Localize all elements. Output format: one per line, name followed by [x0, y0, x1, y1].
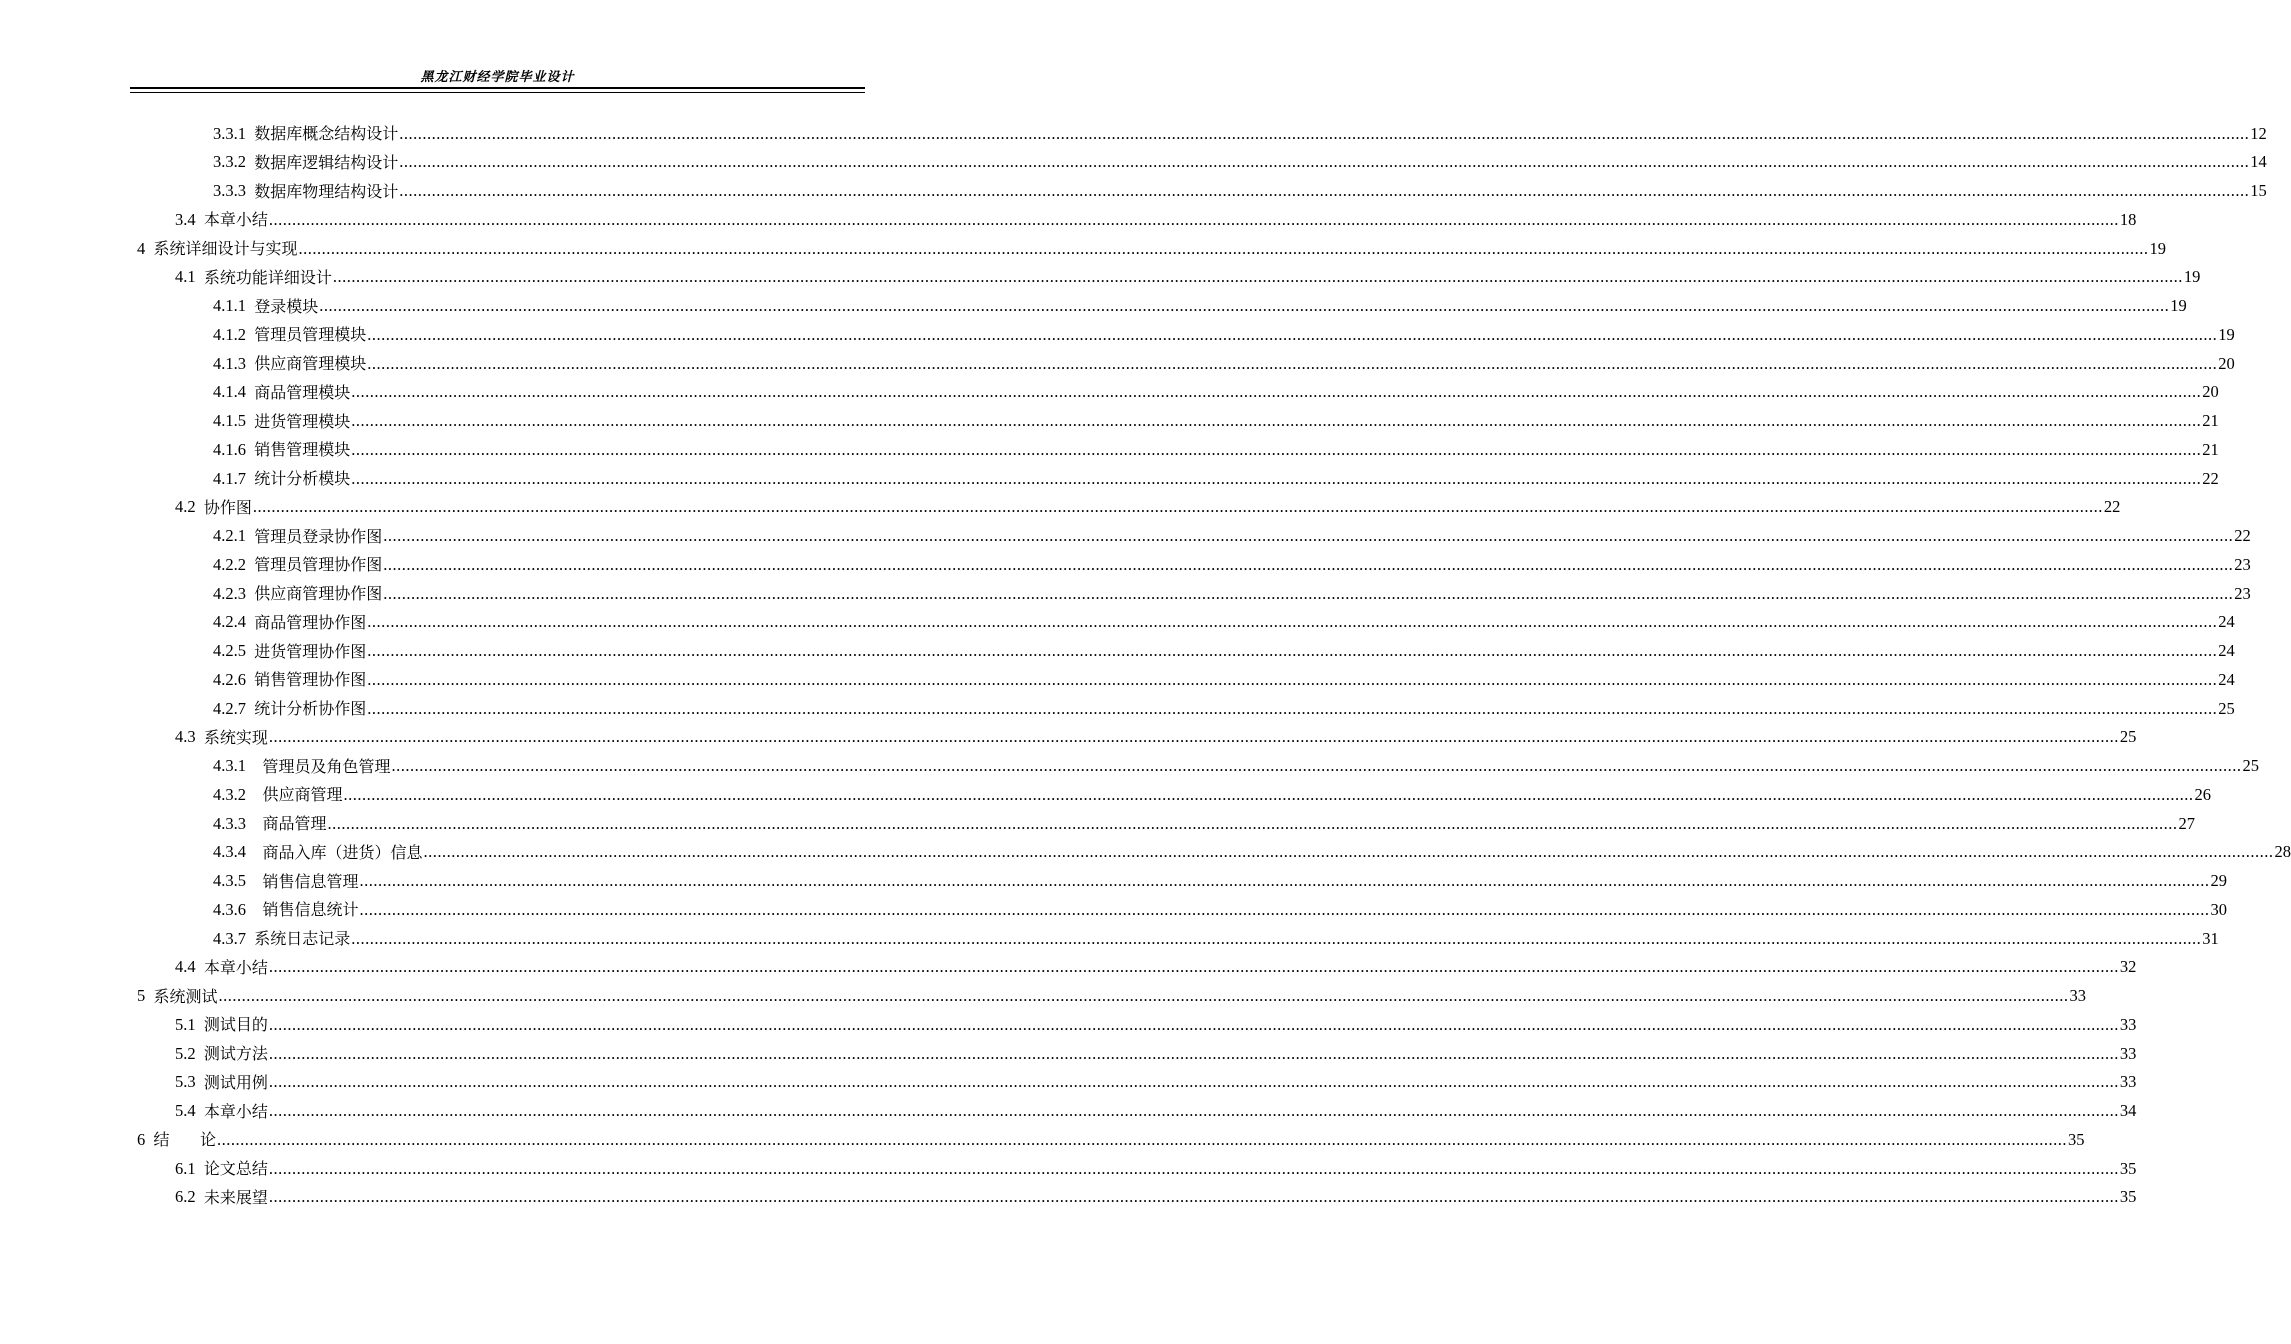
toc-entry-page: 33 [2069, 986, 2087, 1005]
toc-entry-number: 4.3.4 [213, 842, 263, 862]
toc-entry-page: 35 [2068, 1129, 2085, 1149]
toc-dot-leader: ................................................................................................................................................................................................................................................................................................................................................................................................................ [268, 1187, 2119, 1207]
toc-entry-page: 22 [2202, 468, 2219, 488]
toc-entry-page: 34 [2119, 1101, 2137, 1120]
toc-dot-leader: ................................................................................................................................................................................................................................................................................................................................................................................................................ [351, 468, 2202, 488]
toc-dot-leader: ................................................................................................................................................................................................................................................................................................................................................................................................................ [383, 526, 2234, 545]
toc-entry-title: 测试用例 [203, 1072, 268, 1092]
toc-dot-leader: ................................................................................................................................................................................................................................................................................................................................................................................................................ [423, 842, 2274, 862]
toc-dot-leader: ................................................................................................................................................................................................................................................................................................................................................................................................................ [367, 353, 2218, 373]
toc-entry-title: 统计分析协作图 [254, 699, 367, 718]
toc-entry[interactable] [213, 775, 2212, 805]
toc-entry[interactable] [213, 804, 2196, 833]
toc-dot-leader: ................................................................................................................................................................................................................................................................................................................................................................................................................ [351, 382, 2202, 402]
toc-entry-title: 数据库逻辑结构设计 [254, 152, 399, 172]
toc-entry-page: 15 [2250, 181, 2267, 200]
toc-entry-page: 30 [2210, 899, 2228, 919]
toc-entry-number: 4.2.6 [213, 669, 255, 689]
toc-entry-number: 6 [137, 1129, 154, 1149]
toc-dot-leader: ................................................................................................................................................................................................................................................................................................................................................................................................................ [218, 986, 2069, 1005]
toc-entry-title: 商品管理协作图 [254, 612, 367, 632]
toc-entry-number: 4.1 [175, 267, 204, 287]
toc-entry-title: 数据库物理结构设计 [254, 181, 399, 201]
toc-dot-leader: ................................................................................................................................................................................................................................................................................................................................................................................................................ [367, 641, 2218, 660]
toc-entry-number: 4.2.7 [213, 698, 255, 718]
toc-dot-leader: ................................................................................................................................................................................................................................................................................................................................................................................................................ [298, 238, 2149, 258]
toc-dot-leader: ................................................................................................................................................................................................................................................................................................................................................................................................................ [351, 411, 2202, 430]
toc-dot-leader: ................................................................................................................................................................................................................................................................................................................................................................................................................ [268, 1101, 2119, 1120]
toc-entry-number: 4 [137, 238, 154, 258]
toc-entry-title: 管理员及角色管理 [262, 756, 391, 776]
toc-entry-number: 4.1.7 [213, 468, 255, 488]
header-rule-thick [130, 87, 865, 89]
toc-entry-page: 18 [2119, 209, 2137, 229]
toc-entry-number: 4.3.1 [213, 756, 263, 775]
toc-entry-page: 26 [2194, 784, 2212, 804]
toc-entry[interactable] [137, 977, 2087, 1006]
toc-entry-number: 4.1.6 [213, 439, 255, 459]
toc-entry[interactable] [213, 143, 2267, 172]
toc-entry-page: 20 [2202, 382, 2219, 402]
toc-entry-number: 4.1.2 [213, 324, 255, 344]
toc-entry-title: 登录模块 [254, 296, 319, 316]
toc-entry-number: 5 [137, 986, 154, 1005]
toc-entry[interactable] [175, 1063, 2137, 1092]
toc-entry-title: 供应商管理 [262, 785, 343, 805]
toc-entry-number: 5.2 [175, 1043, 204, 1063]
toc-dot-leader: ................................................................................................................................................................................................................................................................................................................................................................................................................ [359, 899, 2210, 919]
toc-entry-number: 4.2.1 [213, 526, 255, 545]
toc-entry[interactable] [175, 1149, 2137, 1178]
toc-dot-leader: ................................................................................................................................................................................................................................................................................................................................................................................................................ [351, 928, 2202, 948]
toc-dot-leader: ................................................................................................................................................................................................................................................................................................................................................................................................................ [268, 727, 2119, 747]
toc-entry-number: 3.4 [175, 209, 204, 229]
toc-dot-leader: ................................................................................................................................................................................................................................................................................................................................................................................................................ [268, 209, 2119, 229]
toc-entry[interactable] [213, 287, 2187, 316]
toc-entry-title: 测试方法 [203, 1044, 268, 1063]
toc-entry[interactable] [175, 1178, 2137, 1207]
toc-entry-title: 系统详细设计与实现 [153, 239, 298, 258]
toc-entry-page: 20 [2218, 353, 2235, 373]
toc-entry-number: 3.3.2 [213, 152, 255, 172]
toc-dot-leader: ................................................................................................................................................................................................................................................................................................................................................................................................................ [268, 957, 2119, 977]
toc-entry[interactable] [213, 517, 2251, 546]
toc-entry-title: 未来展望 [203, 1187, 268, 1207]
toc-entry-number: 4.2 [175, 497, 204, 517]
toc-entry-page: 33 [2119, 1072, 2137, 1092]
toc-entry[interactable] [213, 373, 2219, 402]
toc-entry-title: 供应商管理协作图 [254, 584, 383, 603]
toc-entry-page: 35 [2119, 1158, 2137, 1178]
toc-entry[interactable] [213, 919, 2219, 948]
toc-entry-page: 32 [2119, 957, 2137, 977]
toc-entry-title: 商品管理 [262, 814, 327, 833]
toc-entry[interactable] [213, 632, 2235, 661]
toc-entry[interactable] [213, 114, 2267, 143]
toc-entry-title: 测试目的 [203, 1015, 268, 1035]
toc-entry-number: 3.3.3 [213, 181, 255, 200]
toc-entry-number: 4.3.3 [213, 813, 263, 833]
toc-dot-leader: ................................................................................................................................................................................................................................................................................................................................................................................................................ [383, 583, 2234, 603]
toc-entry-page: 23 [2234, 554, 2251, 574]
toc-entry-title: 供应商管理模块 [254, 354, 367, 373]
toc-entry-number: 4.3.2 [213, 784, 263, 804]
toc-entry-page: 14 [2250, 152, 2267, 172]
toc-dot-leader: ................................................................................................................................................................................................................................................................................................................................................................................................................ [327, 813, 2178, 833]
toc-entry-page: 24 [2218, 612, 2235, 632]
toc-entry-page: 24 [2218, 641, 2235, 660]
toc-entry-page: 19 [2170, 296, 2187, 315]
toc-entry-title: 本章小结 [203, 1101, 268, 1121]
toc-entry[interactable] [213, 344, 2235, 373]
toc-entry[interactable] [213, 574, 2251, 603]
toc-entry-number: 4.3.7 [213, 928, 255, 948]
toc-entry-page: 31 [2202, 928, 2219, 948]
toc-entry-page: 21 [2202, 411, 2219, 430]
toc-dot-leader: ................................................................................................................................................................................................................................................................................................................................................................................................................ [268, 1072, 2119, 1092]
toc-dot-leader: ................................................................................................................................................................................................................................................................................................................................................................................................................ [268, 1043, 2119, 1063]
toc-entry-page: 29 [2210, 871, 2228, 890]
toc-entry-number: 4.2.3 [213, 583, 255, 603]
toc-entry-title: 销售信息统计 [262, 900, 359, 920]
toc-dot-leader: ................................................................................................................................................................................................................................................................................................................................................................................................................ [217, 1129, 2068, 1149]
toc-entry-title: 系统实现 [203, 727, 268, 747]
toc-entry[interactable] [213, 459, 2219, 488]
toc-dot-leader: ................................................................................................................................................................................................................................................................................................................................................................................................................ [399, 152, 2250, 172]
toc-entry-title: 管理员登录协作图 [254, 526, 383, 546]
toc-entry-number: 6.2 [175, 1187, 204, 1207]
toc-entry-number: 4.1.3 [213, 353, 255, 373]
toc-dot-leader: ................................................................................................................................................................................................................................................................................................................................................................................................................ [319, 296, 2170, 315]
toc-entry-title: 销售信息管理 [262, 871, 359, 891]
header-rule-thin [130, 92, 865, 93]
toc-entry-title: 管理员管理协作图 [254, 555, 383, 575]
toc-entry-page: 27 [2178, 813, 2196, 833]
toc-entry-title: 统计分析模块 [254, 469, 351, 488]
toc-entry-title: 本章小结 [203, 957, 268, 977]
toc-entry-page: 12 [2250, 123, 2267, 143]
toc-entry[interactable] [213, 402, 2219, 431]
toc-entry-number: 4.2.2 [213, 554, 255, 574]
toc-dot-leader: ................................................................................................................................................................................................................................................................................................................................................................................................................ [367, 669, 2218, 689]
toc-entry-page: 25 [2242, 756, 2260, 775]
toc-dot-leader: ................................................................................................................................................................................................................................................................................................................................................................................................................ [343, 784, 2194, 804]
toc-dot-leader: ................................................................................................................................................................................................................................................................................................................................................................................................................ [383, 554, 2234, 574]
toc-entry-number: 4.2.4 [213, 612, 255, 632]
toc-dot-leader: ................................................................................................................................................................................................................................................................................................................................................................................................................ [252, 497, 2103, 517]
toc-entry-page: 28 [2274, 842, 2291, 862]
toc-entry[interactable] [175, 200, 2137, 230]
toc-entry[interactable] [213, 660, 2235, 690]
toc-entry[interactable] [213, 890, 2228, 920]
toc-entry-title: 进货管理协作图 [254, 641, 367, 661]
toc-entry-title: 协作图 [203, 497, 252, 517]
toc-entry-title: 结 论 [153, 1130, 217, 1150]
toc-entry-number: 4.3.5 [213, 871, 263, 890]
toc-entry-page: 19 [2183, 267, 2201, 287]
toc-dot-leader: ................................................................................................................................................................................................................................................................................................................................................................................................................ [367, 612, 2218, 632]
toc-entry[interactable] [213, 862, 2228, 891]
toc-entry-number: 4.1.1 [213, 296, 255, 315]
toc-dot-leader: ................................................................................................................................................................................................................................................................................................................................................................................................................ [367, 324, 2218, 344]
toc-dot-leader: ................................................................................................................................................................................................................................................................................................................................................................................................................ [399, 181, 2250, 200]
toc-entry-number: 5.3 [175, 1072, 204, 1092]
toc-entry[interactable] [137, 229, 2167, 258]
toc-dot-leader: ................................................................................................................................................................................................................................................................................................................................................................................................................ [367, 698, 2218, 718]
toc-dot-leader: ................................................................................................................................................................................................................................................................................................................................................................................................................ [399, 123, 2250, 143]
toc-entry[interactable] [213, 747, 2260, 776]
toc-entry-number: 4.1.4 [213, 382, 255, 402]
toc-entry[interactable] [213, 689, 2235, 718]
toc-entry-page: 25 [2218, 698, 2235, 718]
toc-entry-number: 4.3.6 [213, 899, 263, 919]
toc-entry[interactable] [213, 603, 2235, 632]
toc-entry-page: 33 [2119, 1043, 2137, 1063]
toc-entry-page: 33 [2119, 1014, 2137, 1034]
toc-entry-title: 系统日志记录 [254, 929, 351, 948]
toc-entry-number: 3.3.1 [213, 123, 255, 143]
toc-entry[interactable] [213, 172, 2267, 201]
toc-entry[interactable] [175, 1005, 2137, 1035]
toc-entry-number: 4.4 [175, 957, 204, 977]
toc-entry-page: 22 [2103, 497, 2121, 517]
toc-entry-page: 21 [2202, 439, 2219, 459]
toc-entry-number: 5.4 [175, 1101, 204, 1120]
toc-dot-leader: ................................................................................................................................................................................................................................................................................................................................................................................................................ [268, 1158, 2119, 1178]
toc-entry[interactable] [175, 258, 2201, 287]
toc-dot-leader: ................................................................................................................................................................................................................................................................................................................................................................................................................ [268, 1014, 2119, 1034]
toc-entry-title: 商品入库（进货）信息 [262, 842, 423, 862]
toc-entry-title: 进货管理模块 [254, 411, 351, 431]
toc-entry-page: 22 [2234, 526, 2251, 545]
toc-entry-number: 6.1 [175, 1158, 204, 1178]
toc-entry-page: 19 [2149, 238, 2167, 258]
toc-entry[interactable] [175, 488, 2121, 517]
toc-dot-leader: ................................................................................................................................................................................................................................................................................................................................................................................................................ [332, 267, 2183, 287]
toc-entry-title: 商品管理模块 [254, 382, 351, 402]
toc-entry-title: 管理员管理模块 [254, 325, 367, 345]
toc-entry[interactable] [175, 1092, 2137, 1121]
toc-entry-number: 5.1 [175, 1014, 204, 1034]
toc-entry-page: 25 [2119, 727, 2137, 747]
toc-entry[interactable] [175, 718, 2137, 747]
toc-entry-number: 4.3 [175, 727, 204, 747]
toc-entry-title: 论文总结 [203, 1159, 268, 1178]
toc-entry[interactable] [213, 545, 2251, 575]
toc-entry[interactable] [213, 430, 2219, 460]
toc-entry-page: 24 [2218, 669, 2235, 689]
toc-entry-title: 销售管理协作图 [254, 670, 367, 690]
toc-entry[interactable] [175, 1034, 2137, 1063]
toc-entry[interactable] [175, 948, 2137, 977]
toc-entry[interactable] [213, 315, 2235, 345]
toc-dot-leader: ................................................................................................................................................................................................................................................................................................................................................................................................................ [351, 439, 2202, 459]
toc-entry-page: 23 [2234, 583, 2251, 603]
toc-entry-page: 35 [2119, 1187, 2137, 1207]
toc-dot-leader: ................................................................................................................................................................................................................................................................................................................................................................................................................ [391, 756, 2242, 775]
toc-entry-title: 本章小结 [203, 210, 268, 230]
toc-entry-title: 系统功能详细设计 [203, 267, 332, 287]
toc-entry-page: 19 [2218, 324, 2235, 344]
toc-entry-number: 4.1.5 [213, 411, 255, 430]
toc-entry-title: 销售管理模块 [254, 440, 351, 460]
toc-dot-leader: ................................................................................................................................................................................................................................................................................................................................................................................................................ [359, 871, 2210, 890]
toc-entry-title: 数据库概念结构设计 [254, 124, 399, 143]
page-header-title: 黑龙江财经学院毕业设计 [420, 70, 575, 85]
toc-entry-number: 4.2.5 [213, 641, 255, 660]
toc-entry-title: 系统测试 [153, 986, 218, 1006]
toc-entry[interactable] [213, 833, 2291, 862]
toc-entry[interactable] [137, 1120, 2085, 1150]
